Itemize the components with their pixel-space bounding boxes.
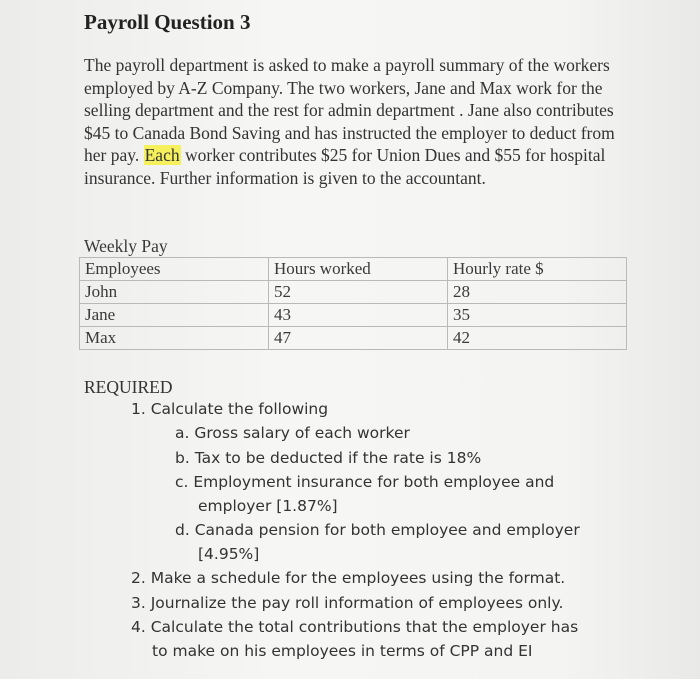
list-text: employer [1.87%] [198,497,338,515]
list-number: a. [175,424,190,442]
employee-name: John [80,281,269,304]
list-text: Journalize the pay roll information of employees only. [150,594,564,612]
list-text: Calculate the total contributions that the employer has [150,618,579,636]
list-number: 4. [131,618,146,636]
question-paragraph [84,54,624,190]
list-item [131,400,328,418]
list-text: Canada pension for both employee and employer [194,521,580,539]
paragraph-text-before: The payroll department is asked to make a payroll summary of the workers employed by A-Z Company. The two workers, Jane and Max work for the selling department and the rest for admin department . Jane also contributes $45 to Canada Bond Saving and has instructed the employer to deduct from her pay. [84,55,615,166]
weekly-pay-table [79,257,627,350]
paragraph-text-after: worker contributes $25 for Union Dues and $55 for hospital insurance. Further information is given to the accountant. [84,145,606,188]
list-item-continuation [198,497,338,515]
list-text: Gross salary of each worker [194,424,410,442]
list-number: b. [175,449,190,467]
list-number: d. [175,521,190,539]
list-text: Make a schedule for the employees using the format. [150,569,566,587]
employee-name: Max [80,327,269,350]
table-row [80,327,627,350]
header-employees: Employees [80,258,269,281]
hours-worked: 52 [269,281,448,304]
hourly-rate: 35 [448,304,627,327]
list-item [131,569,565,587]
list-item [175,473,554,491]
header-hours-worked: Hours worked [269,258,448,281]
list-item-continuation [198,545,259,563]
hourly-rate: 42 [448,327,627,350]
list-text: Tax to be deducted if the rate is 18% [194,449,482,467]
list-text: Employment insurance for both employee and [193,473,555,491]
list-item [131,618,578,636]
hours-worked: 47 [269,327,448,350]
list-text: Calculate the following [150,400,329,418]
list-item-continuation [152,642,532,660]
table-row [80,281,627,304]
list-number: c. [175,473,189,491]
list-number: 1. [131,400,146,418]
list-item [175,424,410,442]
header-hourly-rate: Hourly rate $ [448,258,627,281]
list-number: 2. [131,569,146,587]
list-text: to make on his employees in terms of CPP and EI [152,642,533,660]
list-number: 3. [131,594,146,612]
list-item [175,449,481,467]
table-header-row [80,258,627,281]
highlighted-word: Each [144,145,180,166]
list-item [131,594,563,612]
hours-worked: 43 [269,304,448,327]
table-row [80,304,627,327]
employee-name: Jane [80,304,269,327]
required-heading: REQUIRED [84,377,173,397]
hourly-rate: 28 [448,281,627,304]
list-text: [4.95%] [198,545,260,563]
question-title: Payroll Question 3 [84,10,251,34]
list-item [175,521,580,539]
table-caption: Weekly Pay [84,236,168,256]
